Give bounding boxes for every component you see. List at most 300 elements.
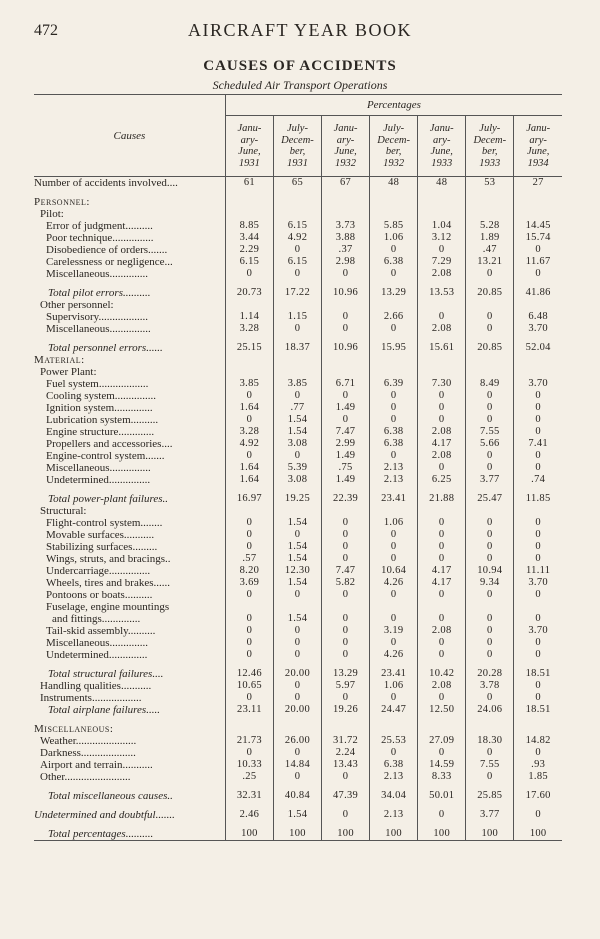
cell-value: 6.38 [370,759,418,771]
cell-value: 22.39 [322,493,370,505]
table-row [34,311,562,323]
table-row [34,208,562,220]
row-label: Tail-skid assembly.......... [34,625,225,637]
cell-value: 6.25 [418,474,466,486]
cell-value: 0 [225,268,273,280]
cell-value [418,354,466,366]
cell-value: 3.77 [466,474,514,486]
cell-value: 0 [273,390,321,402]
cell-value: 0 [418,613,466,625]
cell-value: 2.29 [225,244,273,256]
table-row [34,256,562,268]
cell-value: 2.08 [418,268,466,280]
cell-value: 0 [273,268,321,280]
cell-value: 100 [273,828,321,841]
cell-value: 11.67 [514,256,562,268]
cell-value: 5.66 [466,438,514,450]
cell-value: 20.28 [466,668,514,680]
cell-value: 0 [514,747,562,759]
cell-value: 2.13 [370,771,418,783]
period-header [273,116,321,177]
period-header-line: 1933 [479,157,501,169]
period-header-line: 1932 [383,157,405,169]
cell-value: 0 [322,311,370,323]
cell-value [322,208,370,220]
cell-value: 0 [370,637,418,649]
cell-value: 0 [514,268,562,280]
cell-value: 7.47 [322,426,370,438]
cell-value: 4.17 [418,565,466,577]
cell-value: 23.11 [225,704,273,716]
cell-value: 1.64 [225,474,273,486]
cell-value: 0 [418,553,466,565]
table-row [34,809,562,821]
cell-value: 1.54 [273,577,321,589]
cell-value: 14.59 [418,759,466,771]
cell-value: 18.51 [514,668,562,680]
period-header [418,116,466,177]
row-label: Total percentages.......... [34,828,225,841]
cell-value: 2.66 [370,311,418,323]
cell-value: 0 [273,529,321,541]
cell-value: 0 [370,323,418,335]
period-header-line: June, [430,146,453,157]
total-row [34,704,562,716]
cell-value: 0 [466,692,514,704]
cell-value: 0 [514,541,562,553]
cell-value: 100 [225,828,273,841]
period-header-line: 1931 [286,157,308,169]
total-row [34,828,562,841]
cell-value: 0 [225,390,273,402]
cell-value [418,196,466,208]
cell-value: 3.44 [225,232,273,244]
cell-value: .75 [322,462,370,474]
cell-value: 17.60 [514,790,562,802]
table-row [34,735,562,747]
row-label: Wheels, tires and brakes...... [34,577,225,589]
period-header-line: Janu- [333,123,358,134]
row-label: Miscellaneous.............. [34,637,225,649]
spacer-row [34,280,562,287]
cell-value [466,196,514,208]
cell-value: 0 [370,390,418,402]
spacer-row [34,189,562,196]
cell-value: 7.47 [322,565,370,577]
cell-value: 0 [273,244,321,256]
cell-value: 0 [322,529,370,541]
cell-value: 0 [322,414,370,426]
cell-value: 2.24 [322,747,370,759]
cell-value: 53 [466,177,514,190]
cell-value: 18.30 [466,735,514,747]
cell-value: 0 [418,244,466,256]
cell-value: 0 [466,390,514,402]
cell-value: 14.45 [514,220,562,232]
cell-value [273,354,321,366]
cell-value: .77 [273,402,321,414]
cell-value: 3.88 [322,232,370,244]
cell-value: 0 [466,311,514,323]
cell-value: 0 [418,529,466,541]
cell-value: 20.85 [466,342,514,354]
table-row [34,299,562,311]
cell-value: 21.73 [225,735,273,747]
cell-value [418,505,466,517]
cell-value [370,299,418,311]
period-header-line: 1932 [335,157,357,169]
cell-value: 3.69 [225,577,273,589]
cell-value: 0 [418,462,466,474]
table-row [34,220,562,232]
row-label: Total power-plant failures.. [34,493,225,505]
cell-value: 20.85 [466,287,514,299]
cell-value: 3.85 [273,378,321,390]
cell-value: 0 [322,809,370,821]
cell-value: 24.06 [466,704,514,716]
spacer-row [34,802,562,809]
cell-value: 3.08 [273,474,321,486]
cell-value [273,505,321,517]
cell-value: 21.88 [418,493,466,505]
cell-value: 2.08 [418,323,466,335]
cell-value [225,208,273,220]
cell-value: 0 [514,692,562,704]
cell-value: 0 [466,771,514,783]
cell-value: 8.20 [225,565,273,577]
period-header-line: June, [334,146,357,157]
cell-value: 0 [514,462,562,474]
cell-value: 0 [514,390,562,402]
cell-value: 3.28 [225,426,273,438]
cell-value [322,723,370,735]
causes-header: Causes [34,95,225,177]
accident-causes-table [34,94,562,841]
cell-value: 0 [322,390,370,402]
cell-value: 2.08 [418,426,466,438]
period-header [225,116,273,177]
cell-value [225,723,273,735]
row-label: Undercarriage............... [34,565,225,577]
cell-value: 6.39 [370,378,418,390]
cell-value: 3.08 [273,438,321,450]
cell-value: 27 [514,177,562,190]
table-row [34,553,562,565]
table-row [34,232,562,244]
cell-value: 25.53 [370,735,418,747]
cell-value: 0 [370,402,418,414]
cell-value: 48 [370,177,418,190]
cell-value: 0 [466,613,514,625]
table-subtitle: Scheduled Air Transport Operations [212,78,388,92]
cell-value: 8.33 [418,771,466,783]
period-header-line: June, [238,146,261,157]
row-label: Supervisory.................. [34,311,225,323]
cell-value: 6.38 [370,426,418,438]
cell-value [466,366,514,378]
period-header-line: Janu- [526,123,551,134]
cell-value: 12.46 [225,668,273,680]
cell-value [273,196,321,208]
period-header-line: Decem- [473,134,507,146]
cell-value: 100 [514,828,562,841]
cell-value: 0 [418,414,466,426]
cell-value [370,354,418,366]
cell-value: 0 [225,692,273,704]
period-header-line: July- [286,123,308,134]
table-row [34,366,562,378]
cell-value: 100 [370,828,418,841]
cell-value [466,601,514,613]
cell-value: 13.21 [466,256,514,268]
cell-value: 4.26 [370,577,418,589]
period-header-line: ber, [289,146,306,157]
cell-value: 0 [466,625,514,637]
cell-value: 6.48 [514,311,562,323]
row-label: Fuel system.................. [34,378,225,390]
period-header-line: Decem- [377,134,410,146]
cell-value [466,299,514,311]
cell-value [418,723,466,735]
cell-value: 18.37 [273,342,321,354]
period-header [466,116,514,177]
row-label: Total pilot errors.......... [34,287,225,299]
cell-value: 0 [322,268,370,280]
cell-value: 0 [322,323,370,335]
cell-value: 0 [225,414,273,426]
cell-value [418,299,466,311]
cell-value: 0 [225,529,273,541]
cell-value: 50.01 [418,790,466,802]
cell-value: 4.17 [418,577,466,589]
cell-value: 0 [466,747,514,759]
cell-value: .57 [225,553,273,565]
cell-value [514,505,562,517]
period-header-line: ary- [240,134,259,146]
cell-value: 12.50 [418,704,466,716]
table-row [34,268,562,280]
cell-value: 0 [370,414,418,426]
cell-value [322,196,370,208]
table-row [34,601,562,613]
cell-value: 32.31 [225,790,273,802]
cell-value: 3.73 [322,220,370,232]
period-header-line: ary- [529,134,547,146]
cell-value: 0 [466,402,514,414]
table-row [34,613,562,625]
cell-value: 1.54 [273,613,321,625]
cell-value [370,366,418,378]
table-row [34,747,562,759]
cell-value: 0 [322,649,370,661]
cell-value: 7.30 [418,378,466,390]
cell-value: 0 [273,771,321,783]
cell-value: 2.98 [322,256,370,268]
cell-value: 1.15 [273,311,321,323]
cell-value: 2.13 [370,462,418,474]
cell-value: 0 [466,323,514,335]
cell-value: 25.15 [225,342,273,354]
cell-value [273,366,321,378]
percentages-header: Percentages [225,95,562,116]
table-row [34,680,562,692]
cell-value: 4.92 [273,232,321,244]
cell-value: 15.74 [514,232,562,244]
cell-value [225,196,273,208]
cell-value: 12.30 [273,565,321,577]
table-row [34,505,562,517]
period-header-line: ber, [385,146,402,157]
cell-value: 11.11 [514,565,562,577]
table-row [34,771,562,783]
row-label: Personnel: [34,196,225,208]
cell-value [514,208,562,220]
cell-value: 34.04 [370,790,418,802]
cell-value: 3.19 [370,625,418,637]
cell-value: 7.55 [466,426,514,438]
cell-value: 100 [466,828,514,841]
table-row [34,759,562,771]
cell-value: 0 [466,541,514,553]
cell-value: 0 [466,414,514,426]
cell-value: 0 [514,426,562,438]
cell-value: 3.70 [514,323,562,335]
cell-value: 1.54 [273,809,321,821]
cell-value: 1.04 [418,220,466,232]
row-label: Total airplane failures..... [34,704,225,716]
cell-value: 3.70 [514,577,562,589]
row-label: Poor technique............... [34,232,225,244]
cell-value: 4.17 [418,438,466,450]
spacer-row [34,783,562,790]
cell-value [273,723,321,735]
cell-value [370,505,418,517]
cell-value [418,208,466,220]
cell-value [273,601,321,613]
cell-value: 0 [466,450,514,462]
cell-value [225,299,273,311]
table-row [34,462,562,474]
cell-value: 0 [514,517,562,529]
cell-value: 7.29 [418,256,466,268]
cell-value: 100 [418,828,466,841]
row-label: Engine-control system....... [34,450,225,462]
cell-value: 0 [273,692,321,704]
cell-value: 17.22 [273,287,321,299]
table-row [34,541,562,553]
cell-value: 0 [322,771,370,783]
cell-value: .47 [466,244,514,256]
period-header-line: July- [383,123,405,134]
cell-value: 14.82 [514,735,562,747]
row-label: Pontoons or boats.......... [34,589,225,601]
cell-value: 0 [370,268,418,280]
row-label: Lubrication system.......... [34,414,225,426]
cell-value: 0 [466,553,514,565]
cell-value: 100 [322,828,370,841]
total-row [34,493,562,505]
cell-value: 1.06 [370,680,418,692]
cell-value [466,723,514,735]
table-row [34,723,562,735]
cell-value: 2.08 [418,625,466,637]
cell-value: 11.85 [514,493,562,505]
period-header-line: 1934 [527,157,549,169]
cell-value: 3.28 [225,323,273,335]
cell-value: 13.29 [370,287,418,299]
cell-value: 0 [370,613,418,625]
cell-value: 0 [514,809,562,821]
cell-value: 3.70 [514,625,562,637]
row-label: Other personnel: [34,299,225,311]
row-label: Carelessness or negligence... [34,256,225,268]
cell-value: 0 [466,637,514,649]
cell-value: 1.54 [273,414,321,426]
cell-value [514,354,562,366]
cell-value [514,601,562,613]
cell-value: 7.41 [514,438,562,450]
cell-value: 0 [418,649,466,661]
cell-value: 0 [370,747,418,759]
row-label: Handling qualities........... [34,680,225,692]
cell-value: 0 [225,613,273,625]
cell-value: 0 [514,402,562,414]
cell-value: 0 [514,649,562,661]
cell-value: 0 [418,637,466,649]
cell-value: .25 [225,771,273,783]
cell-value: 0 [514,589,562,601]
cell-value: 1.06 [370,232,418,244]
cell-value: 0 [370,244,418,256]
cell-value: 1.54 [273,426,321,438]
cell-value: 0 [370,553,418,565]
cell-value: 6.15 [225,256,273,268]
cell-value: 0 [322,589,370,601]
cell-value: 8.49 [466,378,514,390]
cell-value: 0 [225,637,273,649]
period-header-line: Janu- [429,123,454,134]
cell-value: 0 [418,311,466,323]
cell-value: 41.86 [514,287,562,299]
cell-value: 20.73 [225,287,273,299]
cell-value [418,366,466,378]
cell-value: 20.00 [273,668,321,680]
cell-value: 0 [273,637,321,649]
page-number: 472 [34,22,58,39]
period-header-line: Decem- [281,134,314,146]
cell-value: 0 [466,517,514,529]
total-row [34,668,562,680]
cell-value: 0 [514,414,562,426]
cell-value: 0 [322,692,370,704]
cell-value [514,723,562,735]
running-title: AIRCRAFT YEAR BOOK [187,20,413,40]
table-row [34,529,562,541]
cell-value: 6.71 [322,378,370,390]
table-row [34,450,562,462]
cell-value: 0 [273,625,321,637]
row-label: Flight-control system........ [34,517,225,529]
cell-value: 2.99 [322,438,370,450]
cell-value: 6.15 [273,220,321,232]
cell-value: 0 [322,541,370,553]
cell-value [370,196,418,208]
cell-value: 0 [322,625,370,637]
table-row [34,196,562,208]
table-row [34,414,562,426]
cell-value: 1.85 [514,771,562,783]
cell-value: 0 [466,589,514,601]
